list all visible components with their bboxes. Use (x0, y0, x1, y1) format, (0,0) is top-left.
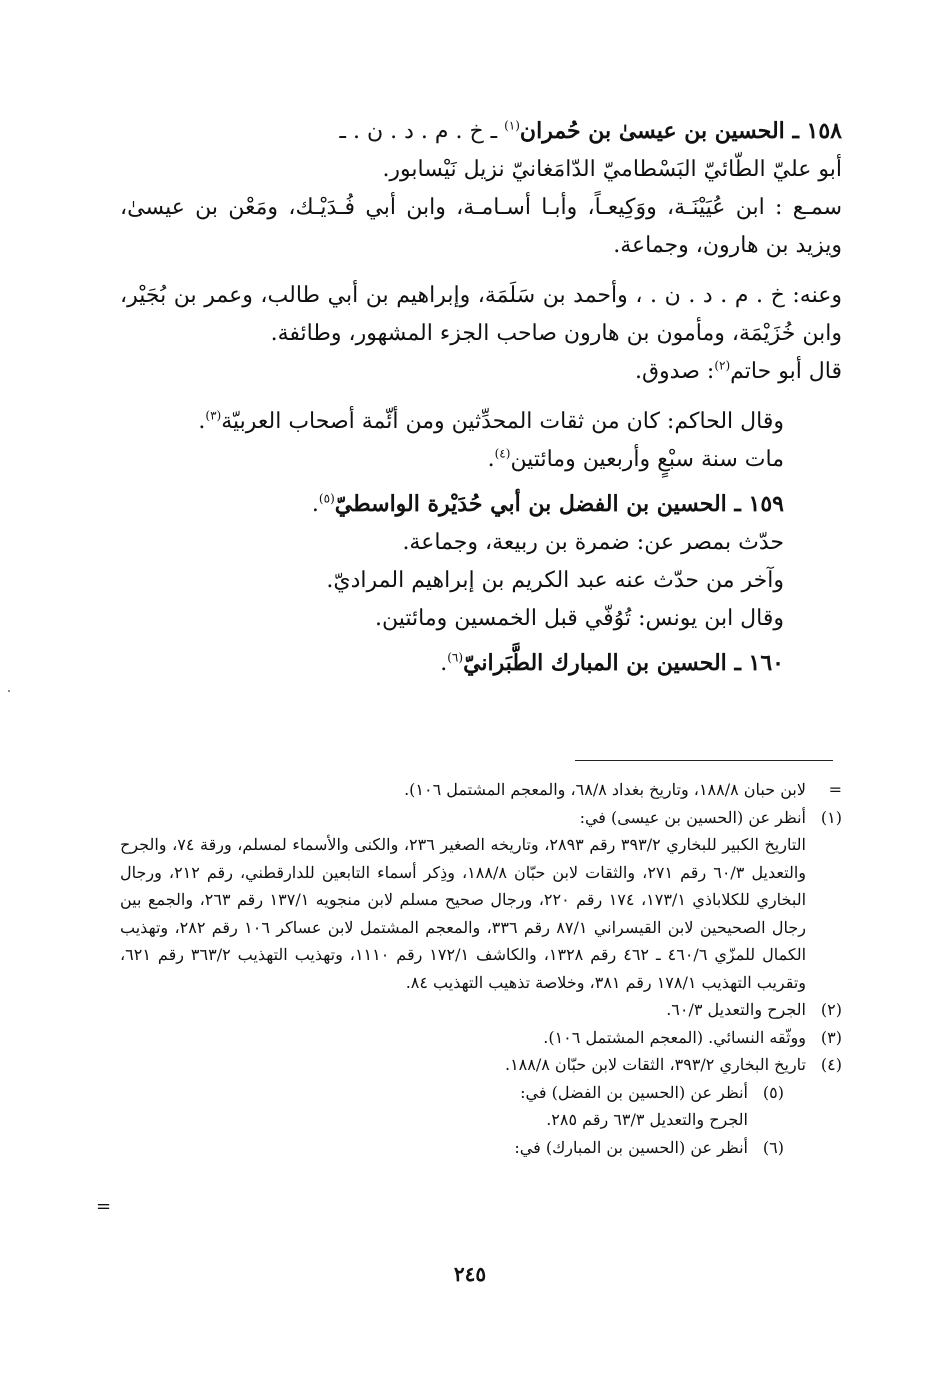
footnote-2-number: (٢) (820, 1000, 842, 1019)
entry-158-kunya: أبو عليّ الطّائيّ البَسْطاميّ الدّامَغانيّ نزيل نَيْسابور. (382, 157, 842, 182)
entry-159-line-2: وآخر من حدّث عنه عبد الكريم بن إبراهيم المراديّ. (326, 568, 784, 593)
entry-158-death: مات سنة سبْعٍ وأربعين ومائتين$^{(٤)}$. (487, 446, 784, 472)
footnote-1: (١) أنظر عن (الحسين بن عيسى) في: (120, 804, 842, 832)
footnote-3: (٣) ووثّقه النسائي. (المعجم المشتمل ١٠٦). (120, 1024, 842, 1052)
footnote-5: (٥) أنظر عن (الحسين بن الفضل) في: (120, 1079, 842, 1107)
footnote-ref-3: (٣) (205, 408, 222, 423)
footnote-5-body: الجرح والتعديل ٦٣/٣ رقم ٢٨٥. (546, 1110, 748, 1129)
entry-159-line-3: وقال ابن يونس: تُوُفّي قبل الخمسين ومائتين. (375, 606, 784, 631)
footnote-3-number: (٣) (820, 1027, 842, 1047)
footnote-1-number: (١) (820, 807, 842, 827)
footnotes (120, 776, 842, 1161)
footnote-4: (٤) تاريخ البخاري ٣٩٣/٢، الثقات لابن حبّان ١٨٨/٨. (120, 1051, 842, 1079)
footnote-continuation-mark: = (828, 780, 842, 799)
entry-158-narrators: وعنه: خ . م . د . ن . ، وأحمد بن سَلَمَة، وإبراهيم بن أبي طالب، وعمر بن بُجَيْر، وابن خُزَيْمَة، ومأمون بن هارون صاحب الجزء المشهور، وطائفة. (120, 283, 842, 346)
footnote-2: (٢) الجرح والتعديل ٦٠/٣. (120, 996, 842, 1024)
footnote-1-body: التاريخ الكبير للبخاري ٣٩٣/٢ رقم ٢٨٩٣، وتاريخه الصغير ٢٣٦، والكنى والأسماء لمسلم، ورقة ٧٤، والجرح والتعديل ٦٠/٣ رقم ٢٧١، والثقات لابن حبّان ١٨٨/٨، وذِكر أسماء التابعين للدارقطني، رقم ٢١٢، ورجال البخاري للكلاباذي ١٧٣/١، ١٧٤ رقم ٢٢٠، ورجال صحيح مسلم لابن منجويه ١٣٧/١ رقم ٢٦٣، والجمع بين رجال الصحيحين لابن القيسراني ٨٧/١ رقم ٣٣٦، والمعجم المشتمل لابن عساكر ١٠٦ رقم ٢٨٢، وتهذيب الكمال للمزّي ٤٦٠/٦ ـ ٤٦٢ رقم ١٣٢٨، والكاشف ١٧٢/١ رقم ١١١٠، وتهذيب التهذيب ٣٦٣/٢ رقم ٦٢١، وتقريب التهذيب ١٧٨/١ رقم ٣٨١، وخلاصة تذهيب التهذيب ٨٤. (120, 835, 807, 992)
footnote-ref-5: (٥) (318, 491, 335, 506)
footnote-ref-2: (٢) (714, 358, 731, 373)
continued-mark: = (96, 1196, 112, 1217)
entry-158-title: ١٥٨ ـ الحسين بن عيسىٰ بن حُمران (519, 118, 842, 144)
footnote-4-number: (٤) (820, 1055, 842, 1074)
footnote-continuation: = لابن حبان ١٨٨/٨، وتاريخ بغداد ٦٨/٨، والمعجم المشتمل ١٠٦). (120, 776, 842, 804)
page-number: ٢٤٥ (453, 1262, 487, 1286)
footnote-ref-4: (٤) (494, 446, 511, 461)
entry-159-line-1: حدّث بمصر عن: ضمرة بن ربيعة، وجماعة. (402, 530, 784, 555)
entry-160-heading: ١٦٠ ـ الحسين بن المبارك الطَّبَرانيّ$^{(٦)}$. (440, 650, 784, 676)
footnote-separator (575, 760, 833, 761)
footnote-6-number: (٦) (762, 1137, 784, 1157)
scan-speck (8, 690, 10, 692)
main-text (120, 112, 842, 683)
entry-158-heading (120, 112, 842, 151)
entry-158-hakim: وقال الحاكم: كان من ثقات المحدِّثين ومن أئّمة أصحاب العربيّة$^{(٣)}$. (198, 408, 784, 434)
entry-158-abu-hatim: قال أبو حاتم$^{(٢)}$: صدوق. (634, 358, 842, 384)
footnote-5-number: (٥) (762, 1082, 784, 1102)
footnote-6: (٦) أنظر عن (الحسين بن المبارك) في: (120, 1134, 842, 1162)
footnote-ref-6: (٦) (447, 650, 464, 665)
footnote-ref-1: (١) (504, 118, 520, 133)
entry-158-heard-from: سمـع : ابن عُيَيْنَـة، ووَكِيعـاً، وأبـا أسـامـة، وابن أبي فُـدَيْـك، ومَعْن بن عيسىٰ، ويزيد بن هارون، وجماعة. (120, 195, 842, 258)
entry-159-heading: ١٥٩ ـ الحسين بن الفضل بن أبي حُدَيْرة الواسطيّ$^{(٥)}$. (311, 491, 784, 517)
entry-160-title: ١٦٠ ـ الحسين بن المبارك الطَّبَرانيّ (463, 650, 784, 676)
entry-158-symbols: ـ خ . م . د . ن . ـ (339, 119, 505, 144)
entry-159-title: ١٥٩ ـ الحسين بن الفضل بن أبي حُدَيْرة الواسطيّ (334, 491, 784, 517)
